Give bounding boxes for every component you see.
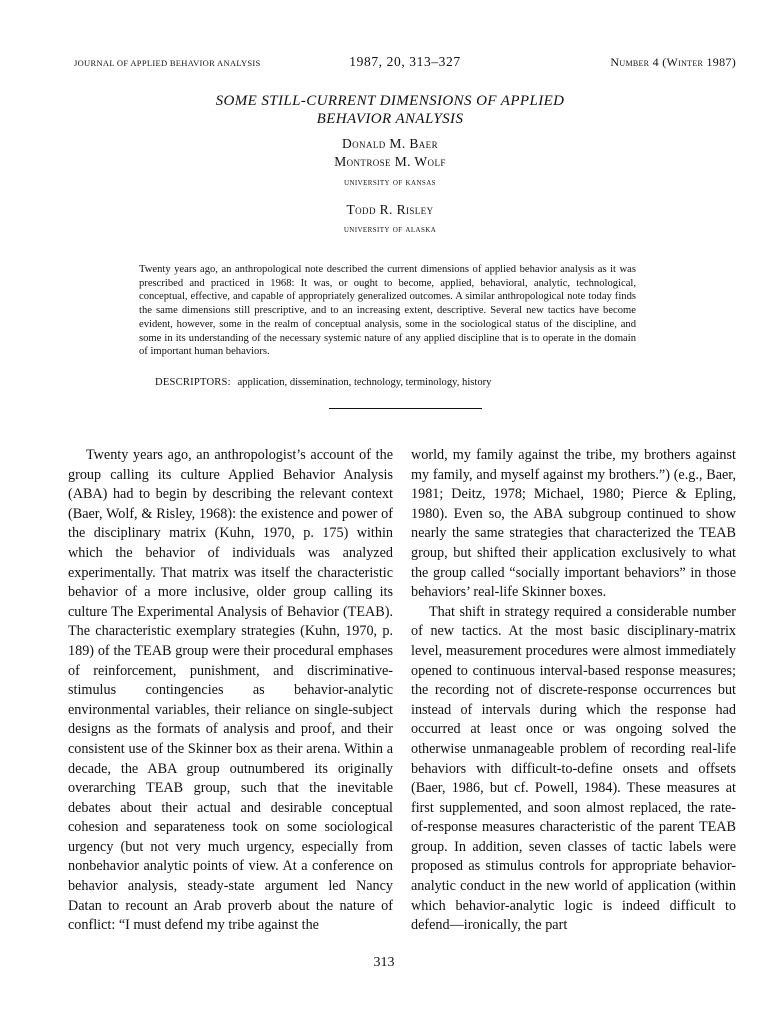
- affiliation-1: university of kansas: [344, 177, 436, 188]
- journal-name: JOURNAL OF APPLIED BEHAVIOR ANALYSIS: [74, 58, 261, 68]
- running-head: [74, 54, 736, 72]
- article-title: [120, 92, 660, 128]
- title-line-2: BEHAVIOR ANALYSIS: [316, 111, 464, 127]
- author-3: Todd R. Risley: [346, 202, 434, 217]
- title-line-1: SOME STILL-CURRENT DIMENSIONS OF APPLIED: [215, 93, 565, 109]
- divider-rule: [329, 408, 482, 409]
- abstract: [139, 263, 636, 359]
- author-1: Donald M. Baer: [342, 136, 438, 151]
- body-paragraph: Twenty years ago, an anthropologist’s account of the group calling its culture Applied Behavior Analysis (ABA) had to begin by describing the relevant context (Baer, Wolf, & Risley, 1968): the existence and power of the disciplinary matrix (Kuhn, 1970, p. 175) within which the behavior of individuals was analyzed experimentally. That matrix was itself the characteristic behavior of a more inclusive, older group calling its culture The Experimental Analysis of Behavior (TEAB). The characteristic exemplary strategies (Kuhn, 1970, p. 189) of the TEAB group were their procedural emphases of reinforcement, punishment, and discriminative-stimulus contingencies as behavior-analytic environmental variables, their reliance on single-subject designs as the formats of analysis and proof, and their consistent use of the Skinner box as their arena. Within a decade, the ABA group outnumbered its originally overarching TEAB group, such that the inevitable debates about their actual and desirable conceptual cohesion and separateness took on some sociological urgency (but not very much urgency, especially from nonbehavior analytic points of view. At a conference on behavior analysis, steady-state argument led Nancy Datan to recount an Arab proverb about the nature of conflict: “I must defend my tribe against the: [68, 447, 393, 934]
- affiliation-2: university of alaska: [343, 224, 437, 235]
- descriptors-label: DESCRIPTORS:: [155, 377, 231, 388]
- body-paragraph: That shift in strategy required a considerable number of new tactics. At the most basic disciplinary-matrix level, measurement procedures were almost immediately opened to continuous interval-based response measures; the recording not of discrete-response occurrences but instead of intervals during which the response had occurred at least once or was ongoing solved the otherwise unmanageable problem of recording real-life behaviors with difficult-to-define onsets and offsets (Baer, 1986, but cf. Powell, 1984). These measures at first supplemented, and soon almost replaced, the rate-of-response measures characteristic of the parent TEAB group. In addition, seven classes of tactic labels were proposed as stimulus controls for appropriate behavior-analytic conduct in the new world of application (within which behavior-analytic logic is indeed difficult to defend—ironically, the part: [411, 603, 736, 934]
- descriptors: [155, 376, 635, 389]
- issue-info: Number 4 (Winter 1987): [610, 55, 736, 69]
- body-column-right: [411, 446, 736, 936]
- body-paragraph: world, my family against the tribe, my brothers against my family, and myself against my brothers.”) (e.g., Baer, 1981; Deitz, 1978; Michael, 1980; Pierce & Epling, 1980). Even so, the ABA subgroup continued to show nearly the same strategies that characterized the TEAB group, but shifted their application exclusively to what the group called “socially important behaviors” in those behaviors’ real-life Skinner boxes.: [411, 447, 736, 601]
- volume-citation: 1987, 20, 313–327: [349, 54, 461, 69]
- page-number: 313: [373, 955, 395, 970]
- abstract-text: Twenty years ago, an anthropological note described the current dimensions of applied behavior analysis as it was prescribed and practiced in 1968: It was, or ought to become, applied, behavioral, analytic, technological, conceptual, effective, and capable of appropriately generalized outcomes. A similar anthropological note today finds the same dimensions still prescriptive, and to an increasing extent, descriptive. Several new tactics have become evident, however, some in the realm of conceptual analysis, some in the sociological status of the discipline, and some in its understanding of the necessary systemic nature of any applied discipline that is to operate in the domain of important human behaviors.: [139, 264, 636, 358]
- body-column-left: [68, 446, 393, 936]
- author-2: Montrose M. Wolf: [334, 154, 446, 169]
- descriptors-list: application, dissemination, technology, terminology, history: [237, 377, 492, 388]
